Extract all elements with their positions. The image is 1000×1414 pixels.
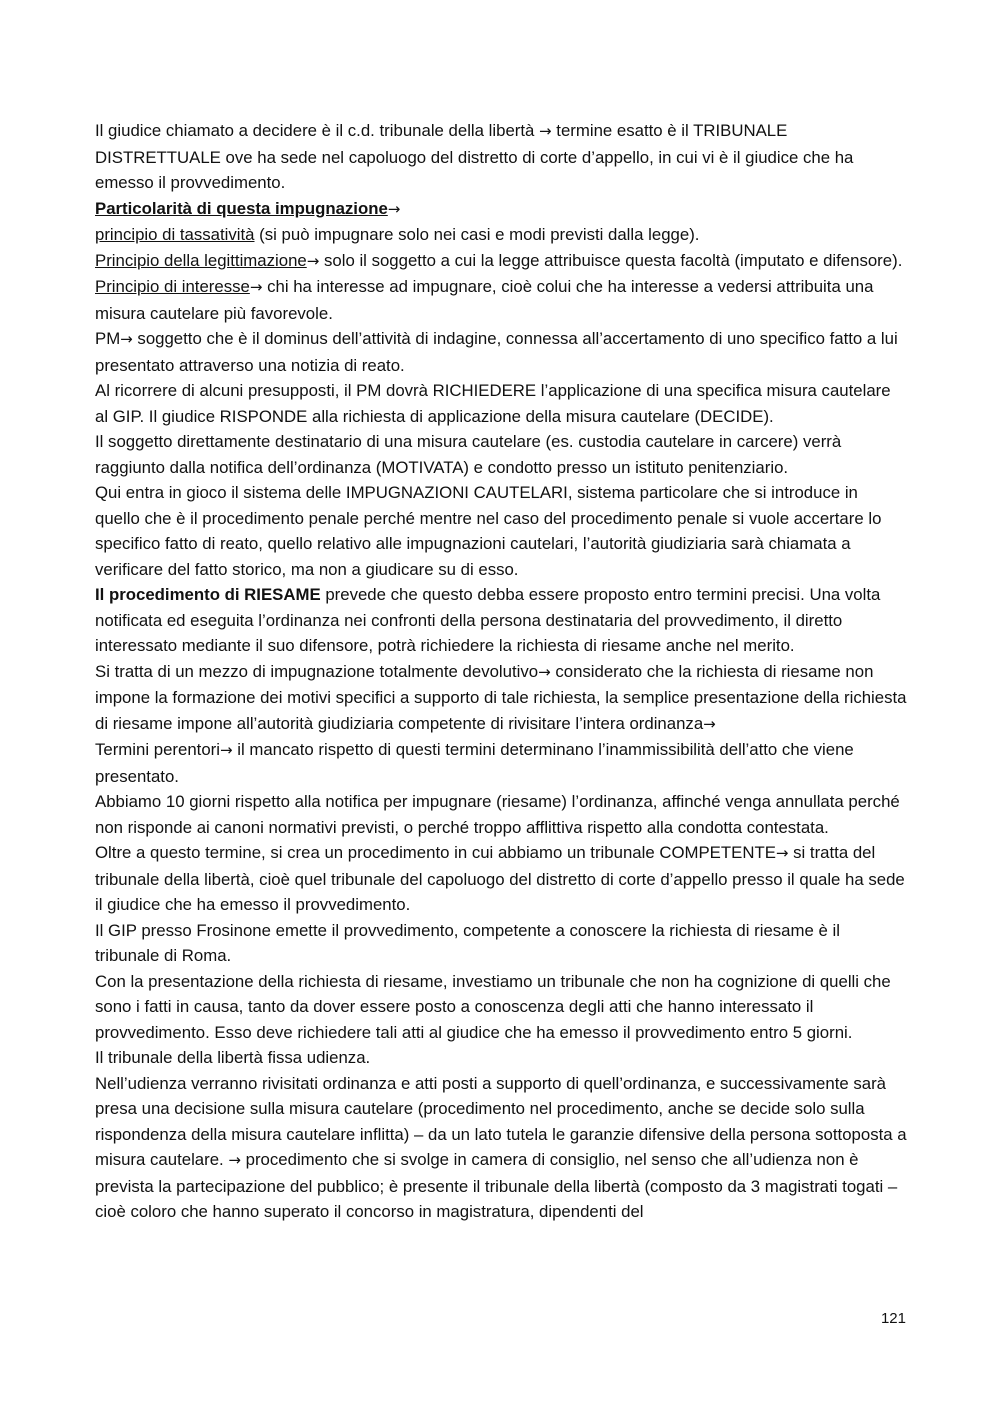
paragraph-legittimazione <box>95 248 907 275</box>
arrow-icon: → <box>120 330 133 348</box>
paragraph-interesse <box>95 274 907 326</box>
arrow-icon: → <box>219 741 233 759</box>
term: Principio della legittimazione <box>95 250 307 270</box>
text: Il giudice chiamato a decidere è il c.d. tribunale della libertà <box>95 121 535 140</box>
paragraph-destinatario: Il soggetto direttamente destinatario di una misura cautelare (es. custodia cautelare in carcere) verrà raggiunto dalla notifica dell’ordinanza (MOTIVATA) e condotto presso un istituto penitenziario. <box>95 432 842 477</box>
paragraph-pm <box>95 326 907 378</box>
paragraph-udienza <box>95 1071 907 1225</box>
text: solo il soggetto a cui la legge attribuisce questa facoltà (imputato e difensore). <box>324 250 903 270</box>
text: il mancato rispetto di questi termini determinano l’inammissibilità dell’atto che viene presentato. <box>95 740 854 786</box>
paragraph-impugnazioni-cautelari: Qui entra in gioco il sistema delle IMPUGNAZIONI CAUTELARI, sistema particolare che si introduce in quello che è il procedimento penale perché mentre nel caso del procedimento penale si vuole accertare lo specifico fatto di reato, quello relativo alle impugnazioni cautelari, l’autorità giudiziaria sarà chiamata a verificare del fatto storico, ma non a giudicare su di esso. <box>95 483 882 579</box>
text: (si può impugnare solo nei casi e modi previsti dalla legge). <box>259 225 700 244</box>
paragraph-devolutivo <box>95 659 907 738</box>
paragraph-termini-perentori <box>95 737 907 789</box>
term: PM <box>95 329 121 348</box>
paragraph-udienza-fissata: Il tribunale della libertà fissa udienza. <box>95 1048 371 1067</box>
paragraph-frosinone: Il GIP presso Frosinone emette il provvedimento, competente a conoscere la richiesta di riesame è il tribunale di Roma. <box>95 920 840 965</box>
arrow-icon: → <box>306 251 320 270</box>
text: Nell’udienza verranno rivisitati ordinanza e atti posti a supporto di quell’ordinanza, e successivamente sarà presa una decisione sulla misura cautelare (procedimento nel procedimento, anche se decide solo sulla rispondenza della misura cautelare inflitta) – da un lato tutela le garanzie difensive della persona sottoposta a misura cautelare. <box>95 1073 907 1169</box>
arrow-icon: → <box>538 662 551 681</box>
paragraph-tribunale-liberta <box>95 118 907 196</box>
paragraph-competente <box>95 840 907 918</box>
text: Oltre a questo termine, si crea un procedimento in cui abbiamo un tribunale COMPETENTE <box>95 843 776 862</box>
paragraph-riesame <box>95 582 907 659</box>
term: Principio di interesse <box>95 277 250 296</box>
arrow-icon: → <box>775 844 789 862</box>
text: chi ha interesse ad impugnare, cioè colui che ha interesse a vedersi attribuita una misura cautelare più favorevole. <box>95 277 874 323</box>
arrow-icon: → <box>249 278 263 296</box>
text: Termini perentori <box>95 740 220 759</box>
text: Si tratta di un mezzo di impugnazione totalmente devolutivo <box>95 661 539 681</box>
paragraph-presupposti: Al ricorrere di alcuni presupposti, il PM dovrà RICHIEDERE l’applicazione di una specifica misura cautelare al GIP. Il giudice RISPONDE alla richiesta di applicazione della misura cautelare (DECIDE). <box>95 381 891 426</box>
text: termine esatto è il TRIBUNALE DISTRETTUALE ove ha sede nel capoluogo del distretto di corte d’appello, in cui vi è il giudice che ha emesso il provvedimento. <box>95 121 854 192</box>
arrow-icon: → <box>539 122 552 140</box>
text: considerato che la richiesta di riesame non impone la formazione dei motivi specifici a supporto di tale richiesta, la semplice presentazione della richiesta di riesame impone all’autorità giudiziaria competente di rivisitare l’intera ordinanza <box>95 661 907 733</box>
paragraph-presentazione: Con la presentazione della richiesta di riesame, investiamo un tribunale che non ha cognizione di quelli che sono i fatti in causa, tanto da dover essere posto a conoscenza degli atti che hanno interessato il provvedimento. Esso deve richiedere tali atti al giudice che ha emesso il provvedimento entro 5 giorni. <box>95 971 891 1042</box>
text: prevede che questo debba essere proposto entro termini precisi. Una volta notificata ed eseguita l’ordinanza nei confronti della persona destinataria del provvedimento, il diretto interessato mediante il suo difensore, potrà richiedere la richiesta di riesame anche nel merito. <box>95 585 881 655</box>
heading-text: Particolarità di questa impugnazione <box>95 198 388 218</box>
text: si tratta del tribunale della libertà, cioè quel tribunale del capoluogo del distretto di corte d’appello presso il quale ha sede il giudice che ha emesso il provvedimento. <box>95 843 905 914</box>
text: procedimento che si svolge in camera di consiglio, nel senso che all’udienza non è prevista la partecipazione del pubblico; è presente il tribunale della libertà (composto da 3 magistrati togati – cioè coloro che hanno superato il concorso in magistratura, dipendenti del <box>95 1150 898 1221</box>
arrow-icon: → <box>703 714 716 733</box>
document-body <box>95 118 907 1225</box>
text: soggetto che è il dominus dell’attività di indagine, connessa all’accertamento di uno specifico fatto a lui presentato attraverso una notizia di reato. <box>95 329 898 375</box>
arrow-icon: → <box>228 1151 241 1169</box>
paragraph-dieci-giorni: Abbiamo 10 giorni rispetto alla notifica per impugnare (riesame) l’ordinanza, affinché venga annullata perché non risponde ai canoni normativi previsti, o perché troppo afflittiva rispetto alla condotta contestata. <box>95 792 900 837</box>
term: principio di tassatività <box>95 225 255 244</box>
bold-term: Il procedimento di RIESAME <box>95 585 321 604</box>
section-heading <box>95 196 907 223</box>
page-number: 121 <box>880 1310 906 1327</box>
arrow-icon: → <box>387 199 401 218</box>
paragraph-tassativita <box>95 222 907 248</box>
